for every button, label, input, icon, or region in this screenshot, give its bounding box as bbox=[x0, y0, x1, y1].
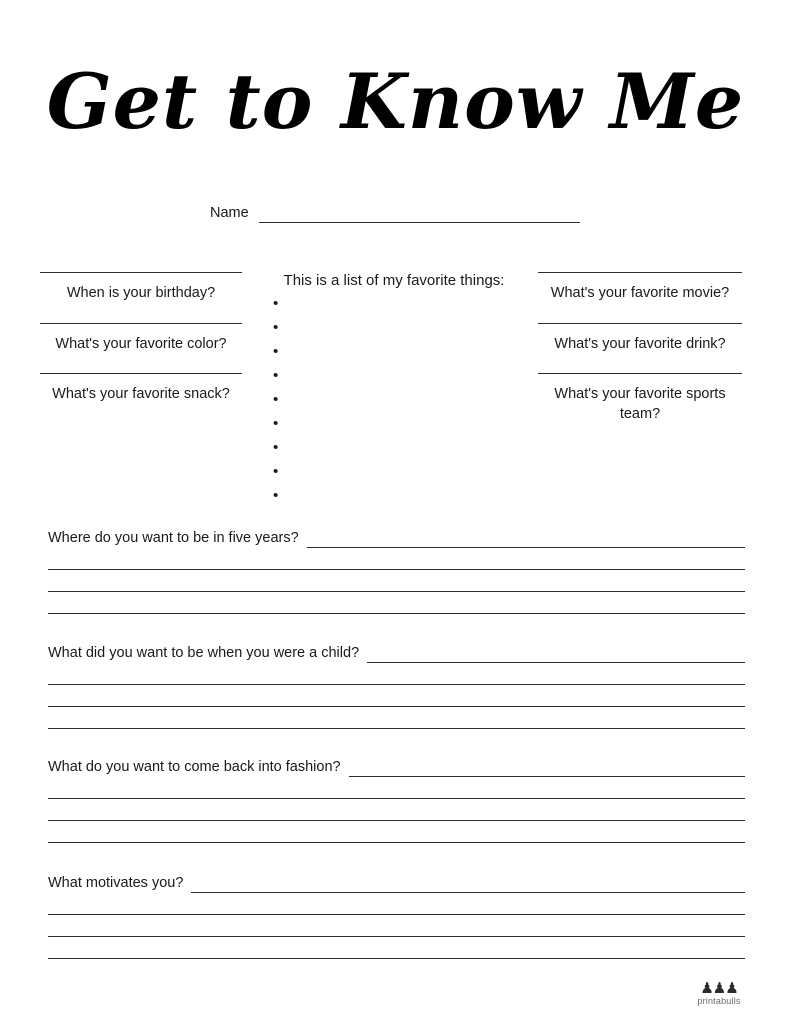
page-title: Get to Know Me bbox=[46, 57, 745, 146]
answer-line-favorite-sports-team[interactable] bbox=[538, 373, 742, 374]
section-head bbox=[48, 875, 745, 893]
section-question-fashion-comeback: What do you want to come back into fashion? bbox=[48, 759, 341, 775]
left-question-column bbox=[40, 272, 242, 424]
list-item[interactable] bbox=[273, 347, 525, 371]
section-question-child-dream: What did you want to be when you were a child? bbox=[48, 645, 360, 661]
answer-line[interactable] bbox=[48, 548, 745, 570]
favorite-things-heading: This is a list of my favorite things: bbox=[283, 272, 505, 289]
name-input[interactable] bbox=[259, 205, 580, 223]
favorite-things-column bbox=[263, 272, 525, 515]
section-head bbox=[48, 645, 745, 663]
answer-line[interactable] bbox=[307, 532, 745, 548]
favorite-things-list bbox=[263, 299, 525, 515]
question-label-favorite-drink: What's your favorite drink? bbox=[554, 335, 726, 352]
answer-line-birthday[interactable] bbox=[40, 272, 242, 273]
answer-line[interactable] bbox=[48, 893, 745, 915]
list-item[interactable] bbox=[273, 323, 525, 347]
name-label: Name bbox=[210, 205, 249, 221]
answer-line-favorite-snack[interactable] bbox=[40, 373, 242, 374]
answer-line-favorite-color[interactable] bbox=[40, 323, 242, 324]
section-fashion-comeback bbox=[48, 759, 745, 843]
answer-line[interactable] bbox=[48, 707, 745, 729]
section-head bbox=[48, 759, 745, 777]
answer-line-favorite-drink[interactable] bbox=[538, 323, 742, 324]
answer-line[interactable] bbox=[48, 570, 745, 592]
printabulls-logo bbox=[683, 982, 755, 1006]
question-label-favorite-movie: What's your favorite movie? bbox=[550, 285, 730, 301]
list-item[interactable] bbox=[273, 419, 525, 443]
question-block-favorite-movie bbox=[538, 272, 742, 304]
answer-line[interactable] bbox=[48, 937, 745, 959]
list-item[interactable] bbox=[273, 467, 525, 491]
answer-line[interactable] bbox=[367, 647, 745, 663]
section-question-motivation: What motivates you? bbox=[48, 875, 184, 891]
section-head bbox=[48, 530, 745, 548]
bull-icon: ♟♟♟ bbox=[700, 980, 738, 997]
list-item[interactable] bbox=[273, 443, 525, 467]
answer-line[interactable] bbox=[48, 777, 745, 799]
answer-line[interactable] bbox=[349, 761, 745, 777]
answer-line[interactable] bbox=[48, 915, 745, 937]
section-child-dream bbox=[48, 645, 745, 729]
answer-line[interactable] bbox=[191, 877, 745, 893]
question-block-favorite-sports-team bbox=[538, 373, 742, 424]
section-motivation bbox=[48, 875, 745, 959]
question-label-favorite-color: What's your favorite color? bbox=[55, 335, 227, 352]
answer-line[interactable] bbox=[48, 592, 745, 614]
right-question-column bbox=[538, 272, 742, 443]
answer-line-favorite-movie[interactable] bbox=[538, 272, 742, 273]
answer-line[interactable] bbox=[48, 685, 745, 707]
question-block-favorite-color bbox=[40, 323, 242, 355]
question-label-birthday: When is your birthday? bbox=[66, 285, 216, 301]
name-field-row bbox=[210, 205, 580, 223]
answer-line[interactable] bbox=[48, 821, 745, 843]
question-label-favorite-snack: What's your favorite snack? bbox=[52, 386, 230, 403]
list-item[interactable] bbox=[273, 299, 525, 323]
question-block-favorite-drink bbox=[538, 323, 742, 355]
logo-text: printabulls bbox=[697, 996, 741, 1006]
section-five-years bbox=[48, 530, 745, 614]
list-item[interactable] bbox=[273, 491, 525, 515]
list-item[interactable] bbox=[273, 371, 525, 395]
question-block-favorite-snack bbox=[40, 373, 242, 405]
question-block-birthday bbox=[40, 272, 242, 304]
section-question-five-years: Where do you want to be in five years? bbox=[48, 530, 299, 546]
question-label-favorite-sports-team: What's your favorite sports team? bbox=[554, 386, 726, 422]
answer-line[interactable] bbox=[48, 799, 745, 821]
answer-line[interactable] bbox=[48, 663, 745, 685]
list-item[interactable] bbox=[273, 395, 525, 419]
